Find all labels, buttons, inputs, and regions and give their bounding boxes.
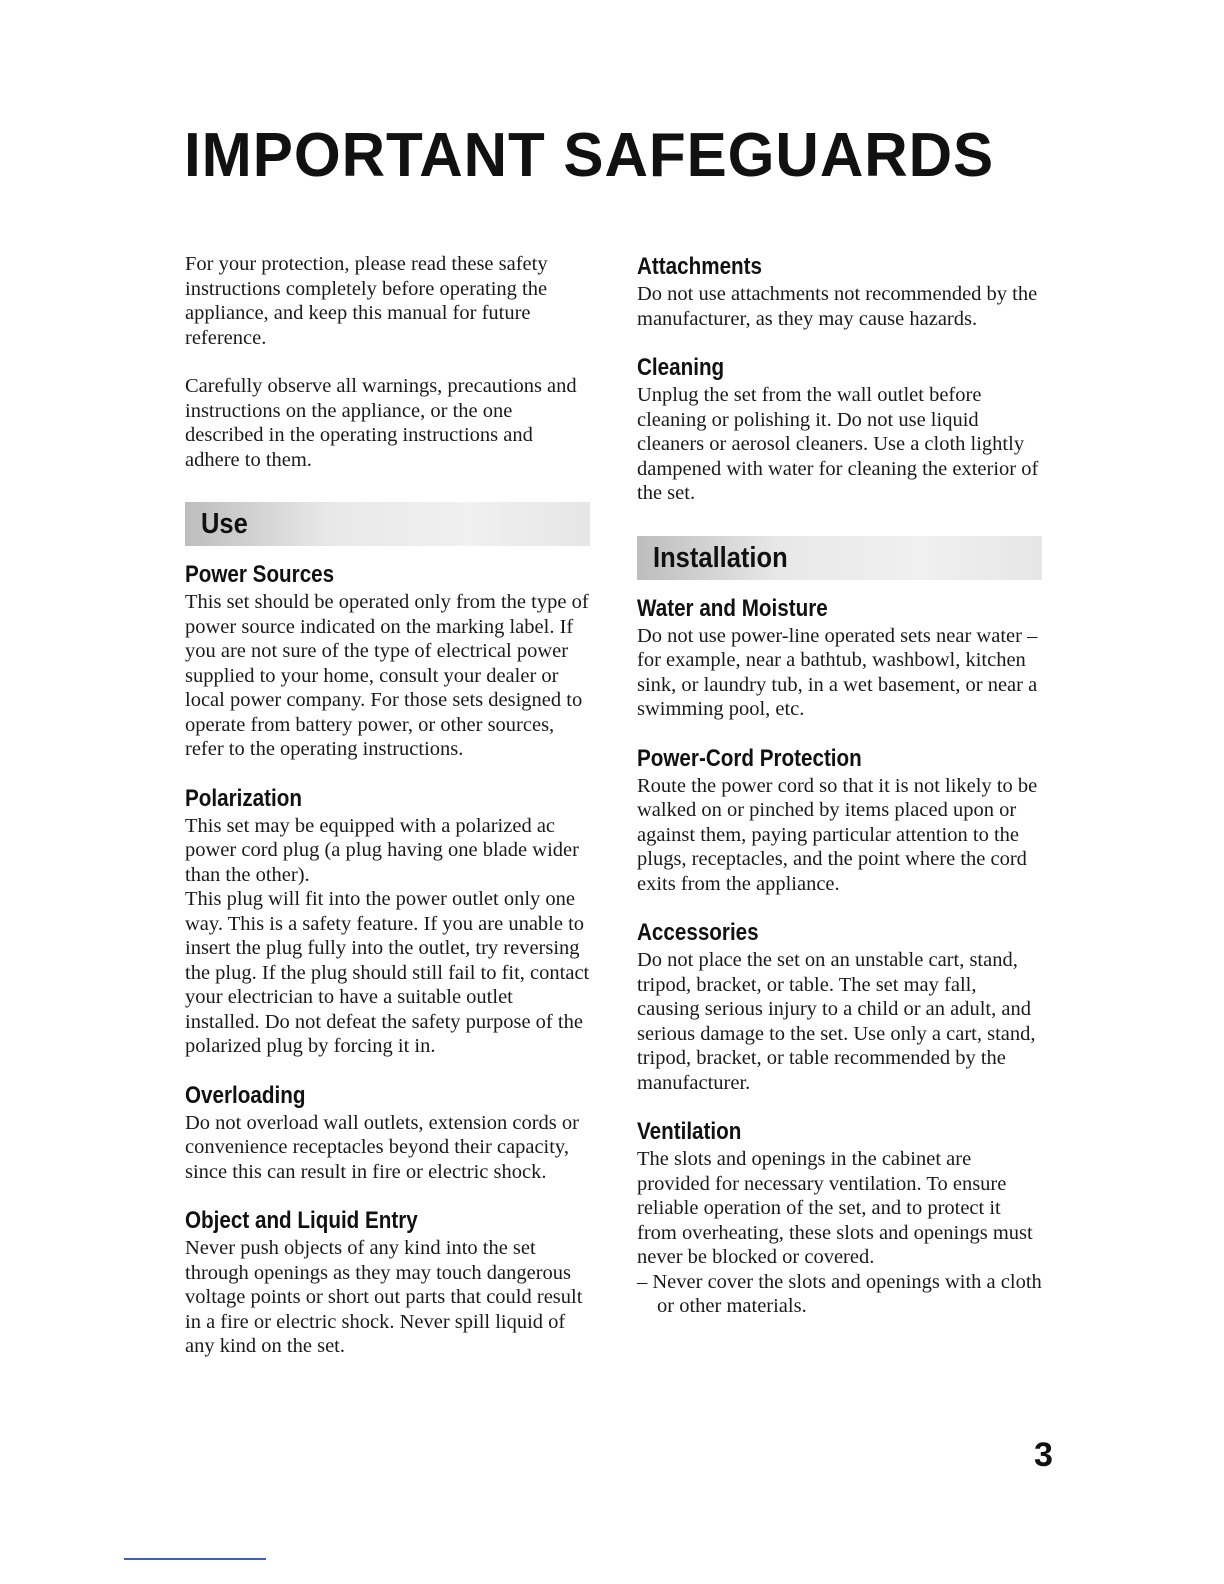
section-accessories	[637, 918, 1042, 1095]
section-power-sources	[185, 560, 590, 762]
section-band-label: Installation	[653, 541, 788, 574]
section-text: Unplug the set from the wall outlet before cleaning or polishing it. Do not use liquid cleaners or aerosol cleaners. Use a cloth lightly dampened with water for cleaning the exterior of the set.	[637, 384, 1039, 504]
section-text: Never push objects of any kind into the set through openings as they may touch dangerous voltage points or short out parts that could result in a fire or electric shock. Never spill liquid of any kind on the set.	[185, 1237, 583, 1357]
section-heading: Accessories	[637, 919, 759, 946]
section-heading: Power-Cord Protection	[637, 744, 862, 772]
footer-rule	[124, 1558, 266, 1560]
section-band-use	[185, 502, 590, 546]
section-heading: Power Sources	[185, 561, 335, 588]
section-object-liquid-entry	[185, 1206, 590, 1359]
section-heading: Attachments	[637, 253, 763, 280]
section-heading: Water and Moisture	[637, 594, 828, 622]
section-text: Do not overload wall outlets, extension cords or convenience receptacles beyond their capacity, since this can result in fire or electric shock.	[185, 1111, 579, 1183]
section-text: Route the power cord so that it is not likely to be walked on or pinched by items placed upon or against them, paying particular attention to the plugs, receptacles, and the point where the cord exits from the appliance.	[637, 774, 1038, 895]
intro-paragraph-1: For your protection, please read these safety instructions completely before operating the appliance, and keep this manual for future reference.	[185, 253, 548, 349]
section-cleaning	[637, 353, 1042, 506]
intro-paragraph-2: Carefully observe all warnings, precautions and instructions on the appliance, or the one described in the operating instructions and adhere to them.	[185, 375, 577, 471]
section-heading: Overloading	[185, 1081, 306, 1109]
section-text: Do not place the set on an unstable cart, stand, tripod, bracket, or table. The set may fall, causing serious injury to a child or an adult, and serious damage to the set. Use only a cart, stand, tripod, bracket, or table recommended by the manufacturer.	[637, 949, 1036, 1094]
list-item: – Never cover the slots and openings with a cloth or other materials.	[637, 1270, 1042, 1317]
section-heading: Polarization	[185, 784, 302, 812]
section-attachments	[637, 252, 1042, 331]
section-text: Do not use attachments not recommended by the manufacturer, as they may cause hazards.	[637, 283, 1038, 330]
section-band-installation	[637, 536, 1042, 580]
section-heading: Ventilation	[637, 1118, 742, 1145]
section-band-label: Use	[201, 508, 248, 540]
section-water-moisture	[637, 594, 1042, 722]
section-ventilation	[637, 1117, 1042, 1319]
page-number: 3	[1034, 1436, 1053, 1474]
section-text: This set may be equipped with a polarized ac power cord plug (a plug having one blade wider than the other).	[185, 814, 579, 886]
ventilation-list	[637, 1270, 1042, 1319]
section-overloading	[185, 1081, 590, 1185]
section-text: This set should be operated only from the type of power source indicated on the marking label. If you are not sure of the type of electrical power supplied to your home, consult your dealer or local power company. For those sets designed to operate from battery power, or other sources, refer to the operating instructions.	[185, 591, 589, 760]
section-power-cord-protection	[637, 744, 1042, 897]
page-title: IMPORTANT SAFEGUARDS	[184, 121, 995, 190]
section-text: The slots and openings in the cabinet are provided for necessary ventilation. To ensure reliable operation of the set, and to protect it from overheating, these slots and openings must never be blocked or covered.	[637, 1148, 1033, 1268]
left-column	[185, 252, 590, 1359]
right-column	[637, 252, 1042, 1319]
section-heading: Cleaning	[637, 354, 725, 381]
section-polarization	[185, 784, 590, 1059]
section-text: Do not use power-line operated sets near water – for example, near a bathtub, washbowl, kitchen sink, or laundry tub, in a wet basement, or near a swimming pool, etc.	[637, 624, 1038, 720]
section-text: This plug will fit into the power outlet only one way. This is a safety feature. If you are unable to insert the plug fully into the outlet, try reversing the plug. If the plug should still fail to fit, contact your electrician to have a suitable outlet installed. Do not defeat the safety purpose of the polarized plug by forcing it in.	[185, 888, 590, 1057]
section-heading: Object and Liquid Entry	[185, 1207, 418, 1234]
